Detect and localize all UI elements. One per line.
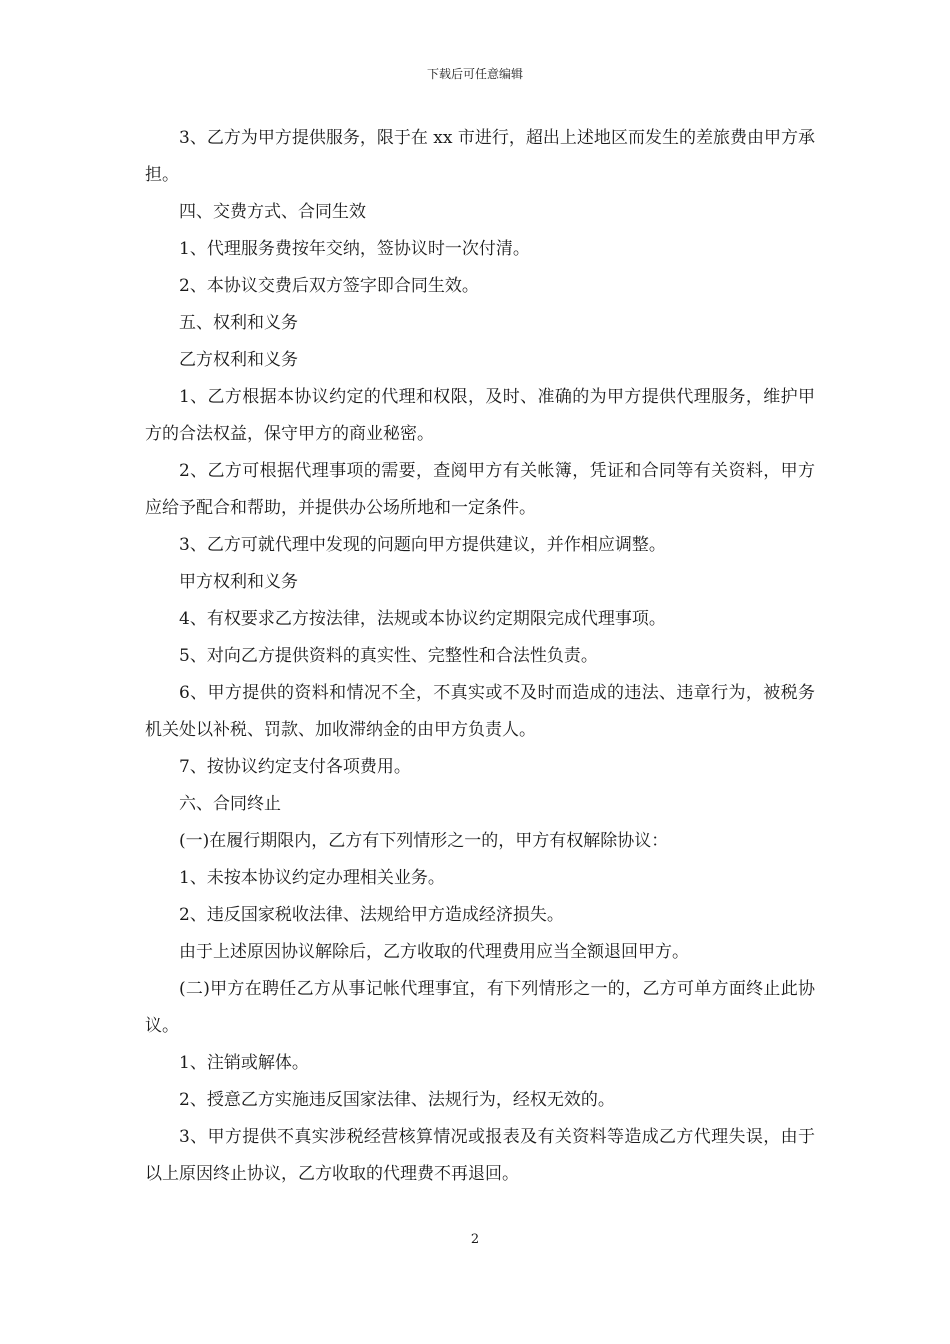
paragraph: 3、甲方提供不真实涉税经营核算情况或报表及有关资料等造成乙方代理失误，由于以上原因终止协议，乙方收取的代理费不再退回。 (145, 1127, 815, 1184)
paragraph: 由于上述原因协议解除后，乙方收取的代理费用应当全额退回甲方。 (179, 942, 689, 962)
paragraph: 5、对向乙方提供资料的真实性、完整性和合法性负责。 (179, 646, 598, 666)
page-number: 2 (470, 1232, 480, 1247)
paragraph: 1、代理服务费按年交纳，签协议时一次付清。 (179, 239, 530, 259)
paragraph: 1、注销或解体。 (179, 1053, 309, 1073)
paragraph: (一)在履行期限内，乙方有下列情形之一的，甲方有权解除协议： (179, 831, 669, 851)
section-heading: 四、交费方式、合同生效 (179, 202, 366, 222)
paragraph: 2、授意乙方实施违反国家法律、法规行为，经权无效的。 (179, 1090, 615, 1110)
subsection-heading: 乙方权利和义务 (179, 350, 298, 370)
paragraph: 7、按协议约定支付各项费用。 (179, 757, 411, 777)
section-heading: 五、权利和义务 (179, 313, 298, 333)
document-body (145, 120, 815, 1193)
subsection-heading: 甲方权利和义务 (179, 572, 298, 592)
section-heading: 六、合同终止 (179, 794, 281, 814)
paragraph: 3、乙方为甲方提供服务，限于在 xx 市进行，超出上述地区而发生的差旅费由甲方承担。 (145, 128, 815, 185)
paragraph: (二)甲方在聘任乙方从事记帐代理事宜，有下列情形之一的，乙方可单方面终止此协议。 (145, 979, 815, 1036)
paragraph: 4、有权要求乙方按法律，法规或本协议约定期限完成代理事项。 (179, 609, 666, 629)
paragraph: 1、乙方根据本协议约定的代理和权限，及时、准确的为甲方提供代理服务，维护甲方的合法权益，保守甲方的商业秘密。 (145, 387, 815, 444)
paragraph: 1、未按本协议约定办理相关业务。 (179, 868, 445, 888)
paragraph: 2、本协议交费后双方签字即合同生效。 (179, 276, 479, 296)
paragraph: 3、乙方可就代理中发现的问题向甲方提供建议，并作相应调整。 (179, 535, 666, 555)
paragraph: 2、违反国家税收法律、法规给甲方造成经济损失。 (179, 905, 564, 925)
page-header: 下载后可任意编辑 (426, 67, 523, 81)
paragraph: 2、乙方可根据代理事项的需要，查阅甲方有关帐簿，凭证和合同等有关资料，甲方应给予配合和帮助，并提供办公场所地和一定条件。 (145, 461, 815, 518)
paragraph: 6、甲方提供的资料和情况不全，不真实或不及时而造成的违法、违章行为，被税务机关处以补税、罚款、加收滞纳金的由甲方负责人。 (145, 683, 815, 740)
